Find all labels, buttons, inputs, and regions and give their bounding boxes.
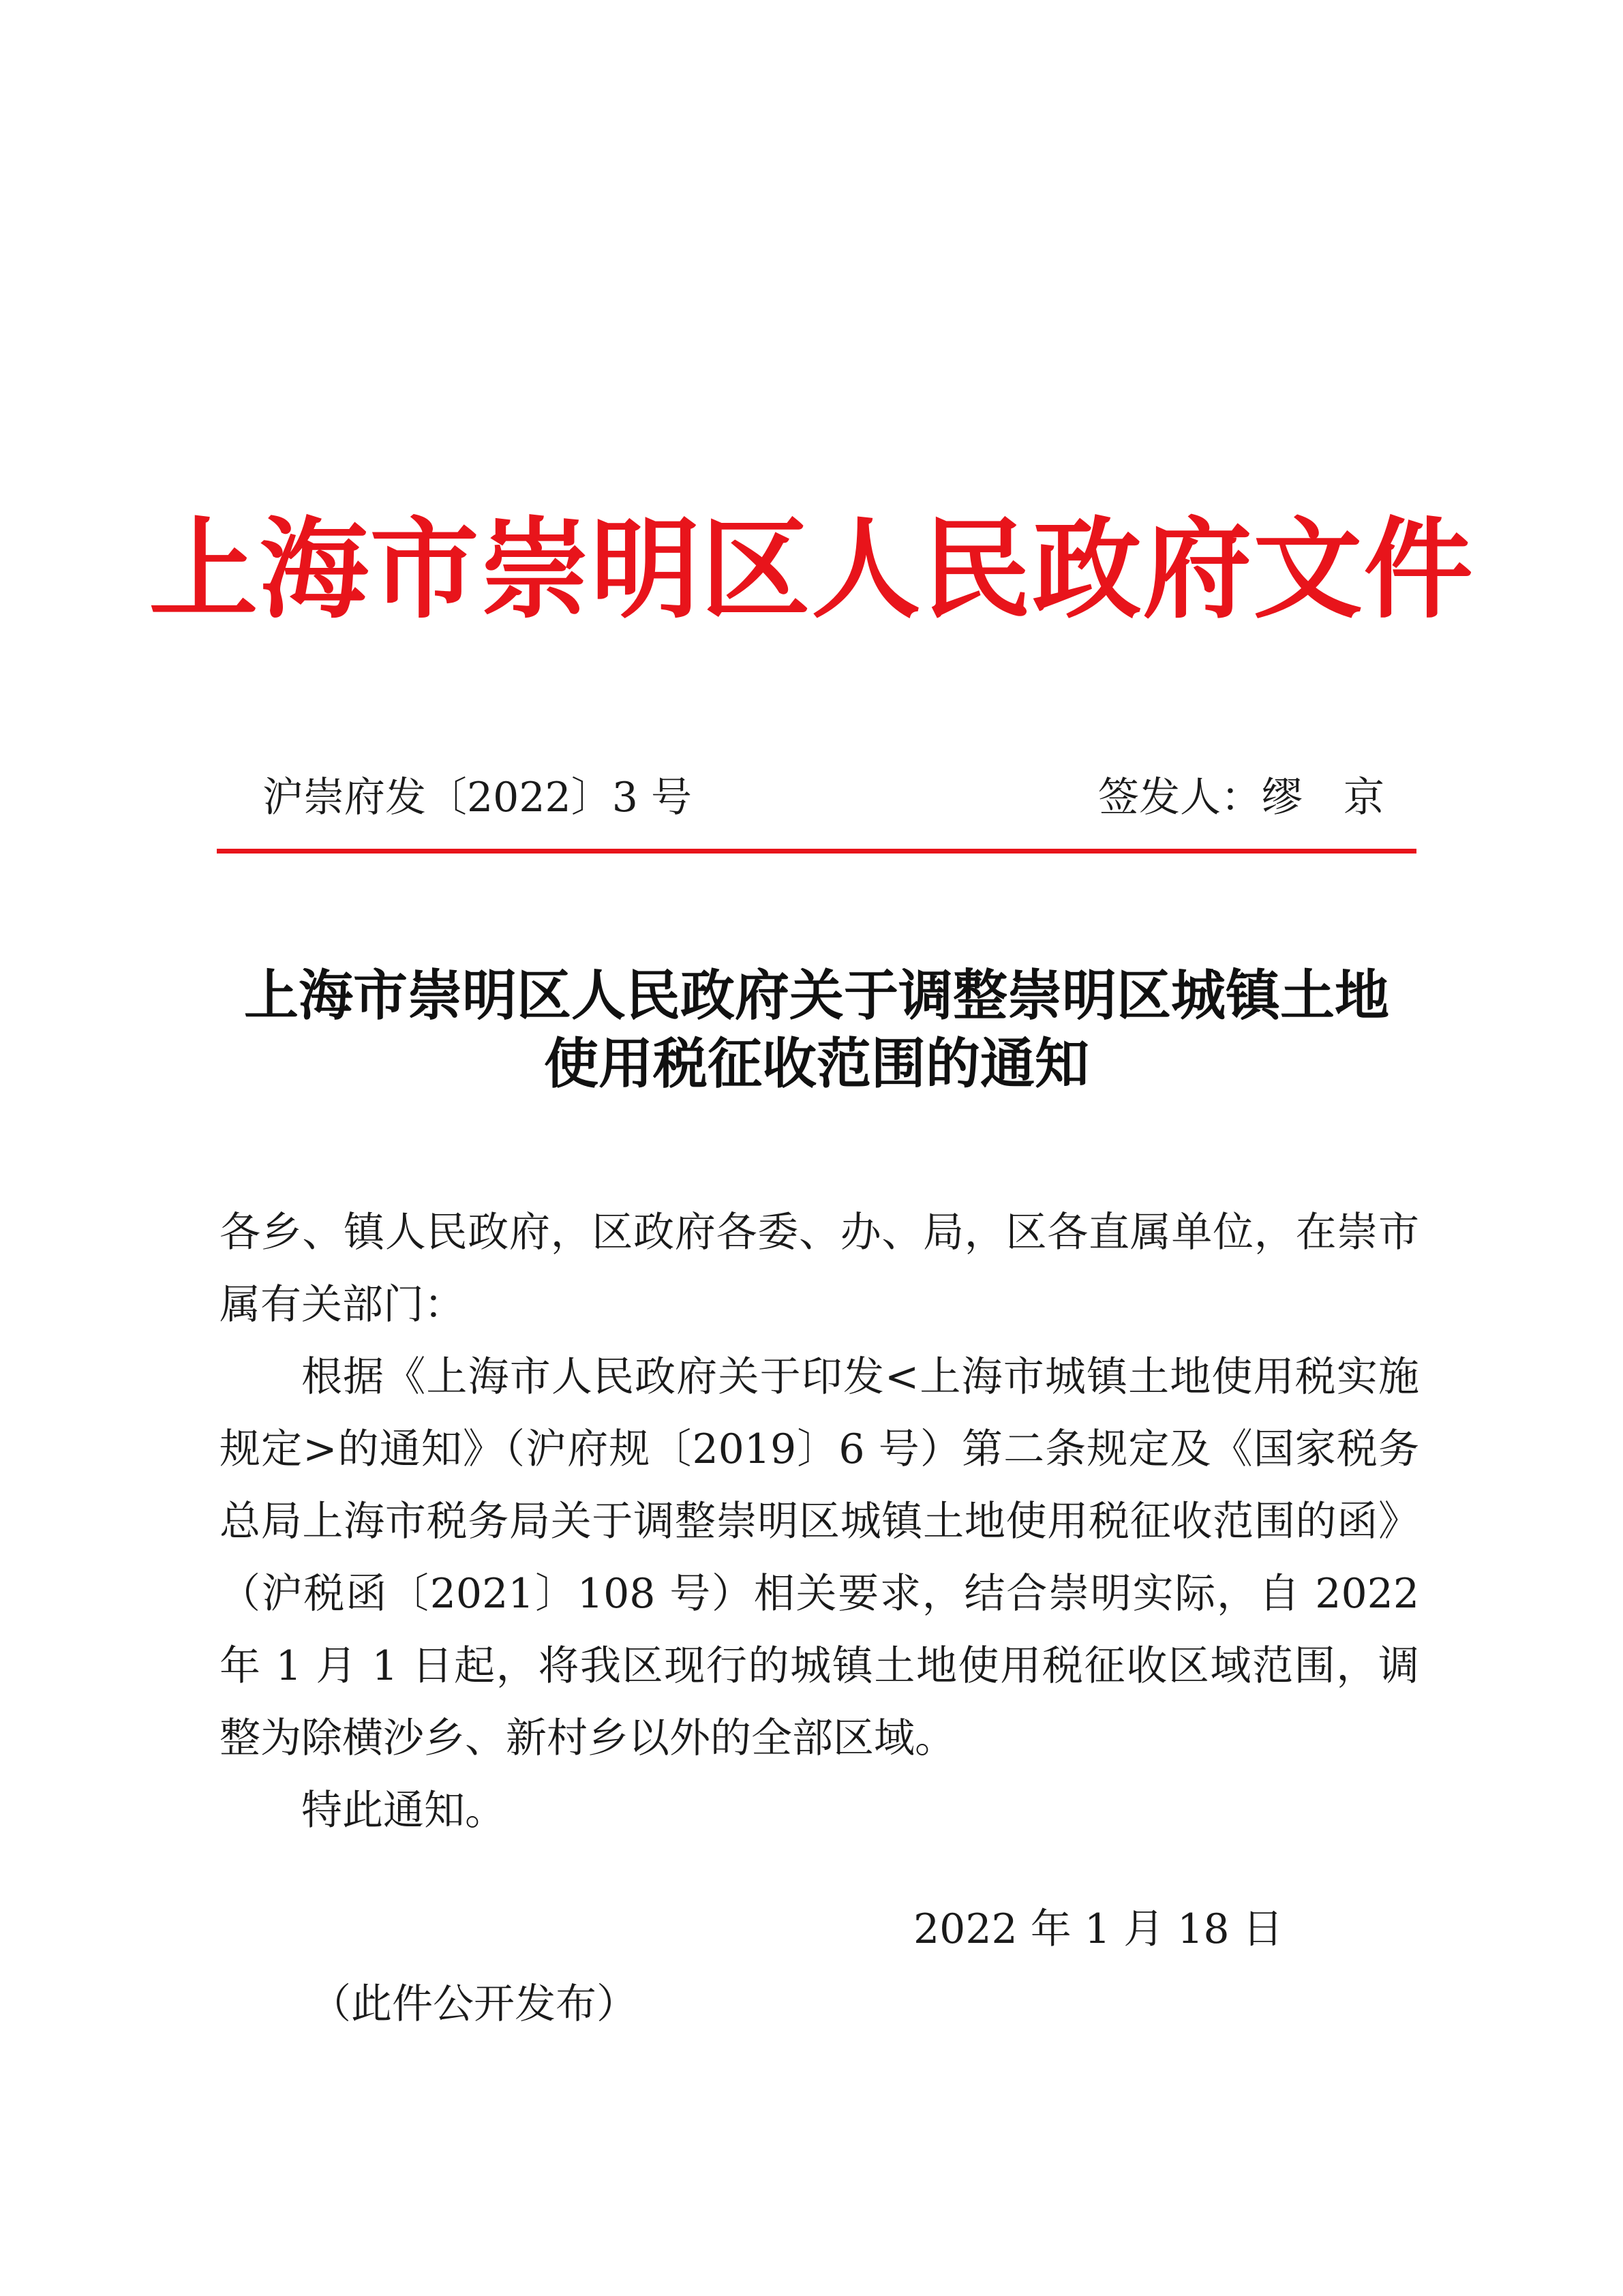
signer-name: 缪京 <box>1262 774 1425 821</box>
signer-label: 签发人： <box>1098 774 1262 821</box>
body-paragraph: 根据《上海市人民政府关于印发<上海市城镇土地使用税实施规定>的通知》（沪府规〔2019〕6 号）第二条规定及《国家税务总局上海市税务局关于调整崇明区城镇土地使用税征收范围的函》（沪税函〔2021〕108 号）相关要求，结合崇明实际，自 2022 年 1 月 1 日起，将我区现行的城镇土地使用税征收区域范围，调整为除横沙乡、新村乡以外的全部区域。 <box>219 1353 1419 1762</box>
document-number: 沪崇府发〔2022〕3 号 <box>262 774 692 821</box>
masthead-title: 上海市崇明区人民政府文件 <box>149 505 1474 633</box>
title-line-1: 上海市崇明区人民政府关于调整崇明区城镇土地 <box>244 963 1389 1027</box>
issue-date: 2022 年 1 月 18 日 <box>913 1905 1284 1953</box>
public-release-note: （此件公开发布） <box>310 1980 637 2028</box>
document-title <box>217 961 1416 1098</box>
title-line-2: 使用税征收范围的通知 <box>544 1031 1089 1096</box>
salutation: 各乡、镇人民政府，区政府各委、办、局，区各直属单位，在崇市属有关部门： <box>219 1209 1419 1329</box>
closing-line: 特此通知。 <box>301 1787 506 1834</box>
red-divider-line <box>217 849 1416 854</box>
signer <box>1098 767 1425 828</box>
document-body <box>219 1196 1419 1847</box>
